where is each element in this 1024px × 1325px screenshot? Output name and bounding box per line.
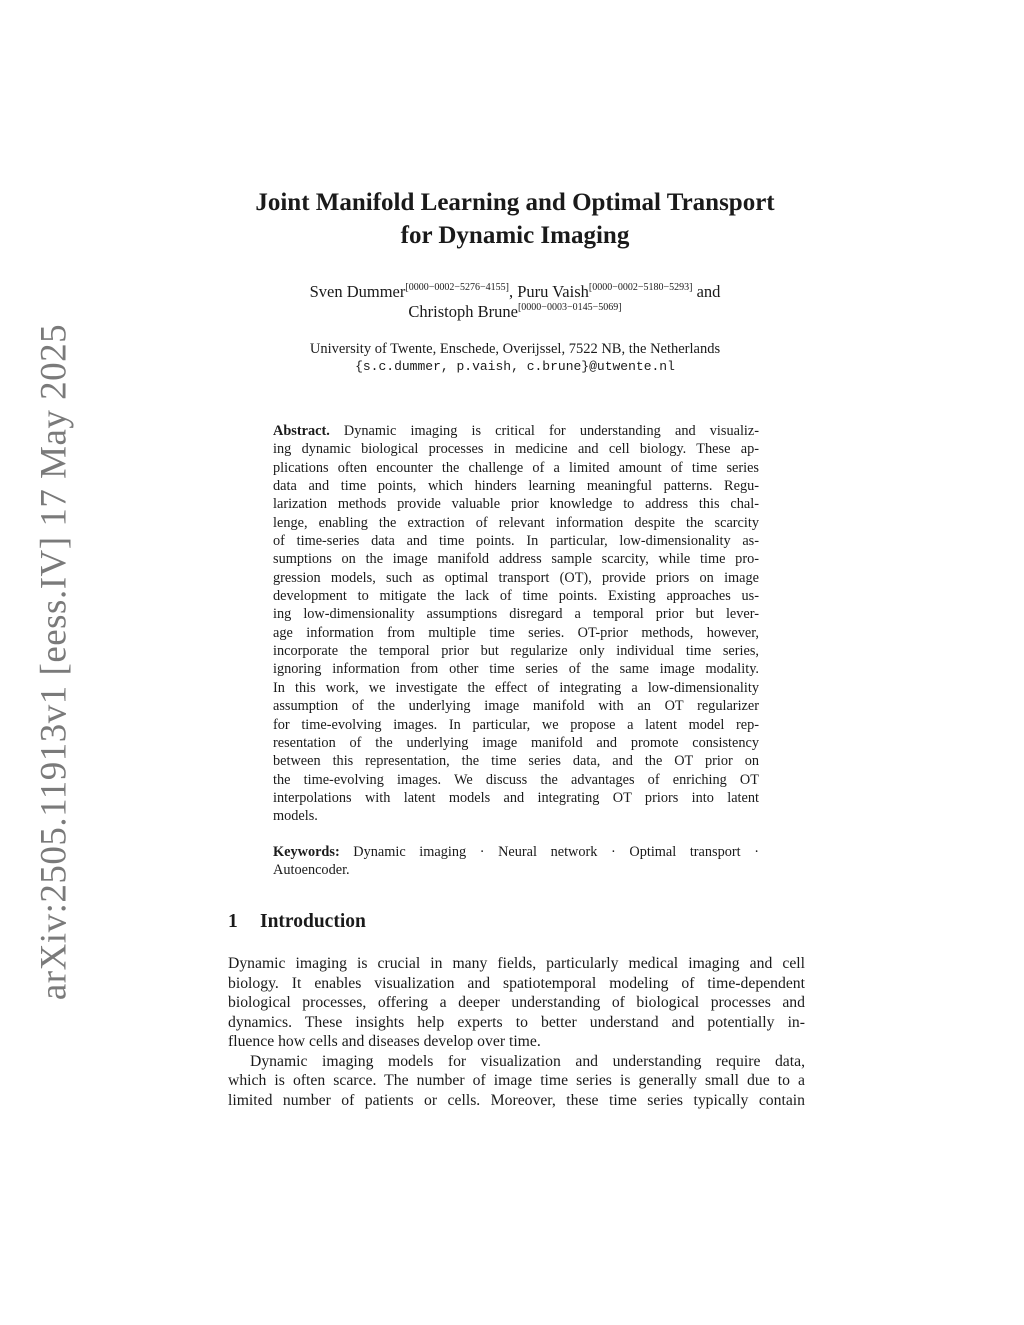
body-line: biological processes, offering a deeper understanding of biological processes and — [228, 994, 805, 1011]
section-heading — [228, 911, 366, 933]
abstract-line: In this work, we investigate the effect of integrating a low-dimensionality — [273, 679, 759, 696]
abstract-line: plications often encounter the challenge of a limited amount of time series — [273, 459, 759, 476]
author-conjunction: and — [692, 282, 721, 301]
keywords — [273, 843, 759, 880]
abstract-line: incorporate the temporal prior but regularize only individual time series, — [273, 643, 759, 660]
section-title: Introduction — [260, 911, 366, 932]
section-number: 1 — [228, 911, 238, 932]
keywords-line: Autoencoder. — [273, 862, 350, 879]
body-line: biology. It enables visualization and spatiotemporal modeling of time-dependent — [228, 974, 805, 992]
body-line: limited number of patients or cells. Moreover, these time series typically contain — [228, 1091, 805, 1109]
abstract-line: interpolations with latent models and integrating OT priors into latent — [273, 789, 759, 806]
abstract-line: models. — [273, 808, 318, 825]
author-line — [180, 302, 850, 322]
abstract-line: of time-series data and time points. In particular, low-dimensionality as- — [273, 533, 759, 550]
abstract-line — [273, 422, 759, 440]
arxiv-identifier-stamp: arXiv:2505.11913v1 [eess.IV] 17 May 2025 — [33, 323, 75, 1001]
author-orcid: [0000−0002−5276−4155] — [405, 282, 509, 293]
abstract-line: resentation of the underlying image manifold and promote consistency — [273, 734, 759, 751]
body-line: fluence how cells and diseases develop over time. — [228, 1033, 541, 1050]
body-line: Dynamic imaging models for visualization and understanding require data, — [250, 1052, 805, 1070]
body-line: which is often scarce. The number of image time series is generally small due to a — [228, 1072, 805, 1089]
abstract-line: larization methods provide valuable prior knowledge to address this chal- — [273, 496, 759, 513]
abstract-line: ing dynamic biological processes in medicine and cell biology. These ap- — [273, 441, 759, 458]
abstract-line: development to mitigate the lack of time points. Existing approaches us- — [273, 588, 759, 605]
abstract-line: between this representation, the time series data, and the OT prior on — [273, 753, 759, 770]
abstract-line: data and time points, which hinders learning meaningful patterns. Regu- — [273, 478, 759, 495]
author-name: , Puru Vaish — [508, 282, 589, 301]
abstract-line: assumption of the underlying image manifold with an OT regularizer — [273, 698, 759, 715]
keywords-text: Dynamic imaging · Neural network · Optimal transport · — [339, 844, 759, 860]
abstract-text: Dynamic imaging is critical for understanding and visualiz- — [329, 423, 759, 439]
introduction-body — [228, 954, 805, 1110]
author-line — [180, 282, 850, 302]
abstract-line: ignoring information from other time series of the same image modality. — [273, 661, 759, 678]
abstract-line: the time-evolving images. We discuss the advantages of enriching OT — [273, 771, 759, 788]
body-line: Dynamic imaging is crucial in many fields, particularly medical imaging and cell — [228, 955, 805, 972]
title-line: for Dynamic Imaging — [400, 222, 630, 249]
keywords-line — [273, 843, 759, 861]
author-orcid: [0000−0003−0145−5069] — [517, 302, 622, 313]
author-list — [180, 282, 850, 322]
abstract-line: sumptions on the image manifold address sample scarcity, while time pro- — [273, 551, 759, 568]
paper-title — [180, 186, 850, 252]
keywords-label: Keywords: — [273, 844, 340, 860]
abstract-label: Abstract. — [273, 423, 330, 439]
abstract-line: age information from multiple time series. OT-prior methods, however, — [273, 624, 759, 641]
abstract-line: gression models, such as optimal transport (OT), provide priors on image — [273, 569, 759, 586]
email-address: {s.c.dummer, p.vaish, c.brune}@utwente.nl — [355, 359, 675, 374]
author-orcid: [0000−0002−5180−5293] — [588, 282, 693, 293]
abstract — [273, 422, 759, 826]
title-line: Joint Manifold Learning and Optimal Transport — [255, 189, 775, 216]
body-line: dynamics. These insights help experts to better understand and potentially in- — [228, 1013, 805, 1031]
author-name: Christoph Brune — [408, 302, 518, 321]
abstract-line: ing low-dimensionality assumptions disregard a temporal prior but lever- — [273, 606, 759, 623]
abstract-line: lenge, enabling the extraction of relevant information despite the scarcity — [273, 514, 759, 531]
affiliation: University of Twente, Enschede, Overijssel, 7522 NB, the Netherlands — [309, 341, 721, 357]
affiliation-block — [180, 340, 850, 376]
author-name: Sven Dummer — [309, 282, 406, 301]
abstract-line: for time-evolving images. In particular, we propose a latent model rep- — [273, 716, 759, 733]
